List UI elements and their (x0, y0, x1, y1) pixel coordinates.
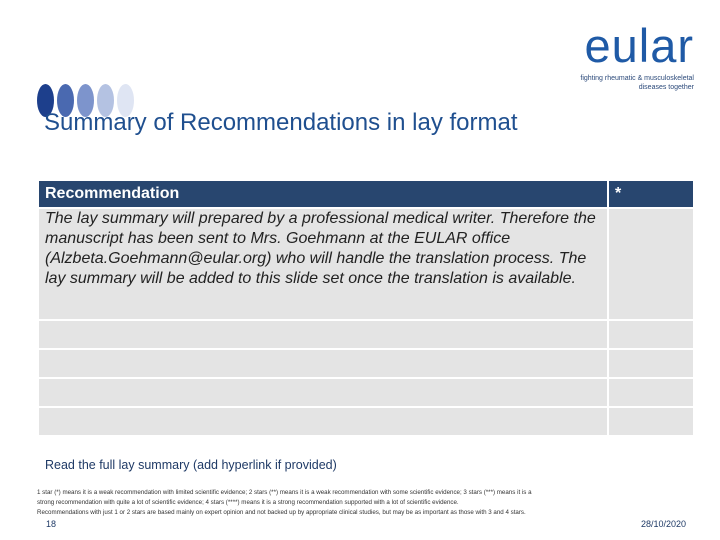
footnote-line-3: Recommendations with just 1 or 2 stars are based mainly on expert opinion and not backed up by appropriate clinical studies, but may be as important as those with 3 and 4 stars. (37, 509, 526, 516)
empty-cell (38, 320, 608, 349)
empty-cell (38, 349, 608, 378)
lay-summary-link[interactable]: Read the full lay summary (add hyperlink if provided) (45, 458, 337, 472)
table-row (38, 407, 694, 436)
footnote-line-2: strong recommendation with quite a lot of scientific evidence; 4 stars (****) means it is a strong recommendation supported with a lot of scientific evidence. (37, 499, 459, 506)
empty-cell (38, 378, 608, 407)
logo-wordmark: eular (584, 19, 694, 72)
footnote-line-1: 1 star (*) means it is a weak recommendation with limited scientific evidence; 2 stars (**) means it is a weak recommendation with some scientific evidence; 3 stars (***) means it is a (37, 489, 532, 496)
table-row (38, 320, 694, 349)
logo-tagline-line-1: fighting rheumatic & musculoskeletal (580, 75, 694, 82)
logo-tagline (534, 74, 694, 92)
recommendation-text: The lay summary will prepared by a professional medical writer. Therefore the manuscript has been sent to Mrs. Goehmann at the EULAR office (Alzbeta.Goehmann@eular.org) who will handle the translation process. The lay summary will be added to this slide set once the translation is available. (38, 208, 608, 320)
logo-tagline-line-2: diseases together (638, 84, 694, 91)
empty-cell (38, 407, 608, 436)
header-star: * (608, 180, 694, 208)
header-recommendation: Recommendation (38, 180, 608, 208)
slide-date: 28/10/2020 (640, 519, 686, 529)
table-row (38, 208, 694, 320)
empty-cell (608, 320, 694, 349)
recommendations-table (37, 179, 695, 437)
empty-cell (608, 407, 694, 436)
star-cell (608, 208, 694, 320)
eular-logo (534, 20, 694, 92)
table-row (38, 349, 694, 378)
empty-cell (608, 378, 694, 407)
empty-cell (608, 349, 694, 378)
table-row (38, 378, 694, 407)
star-footnote (37, 488, 687, 518)
slide-title: Summary of Recommendations in lay format (44, 109, 518, 136)
table-header-row (38, 180, 694, 208)
page-number: 18 (46, 519, 57, 529)
